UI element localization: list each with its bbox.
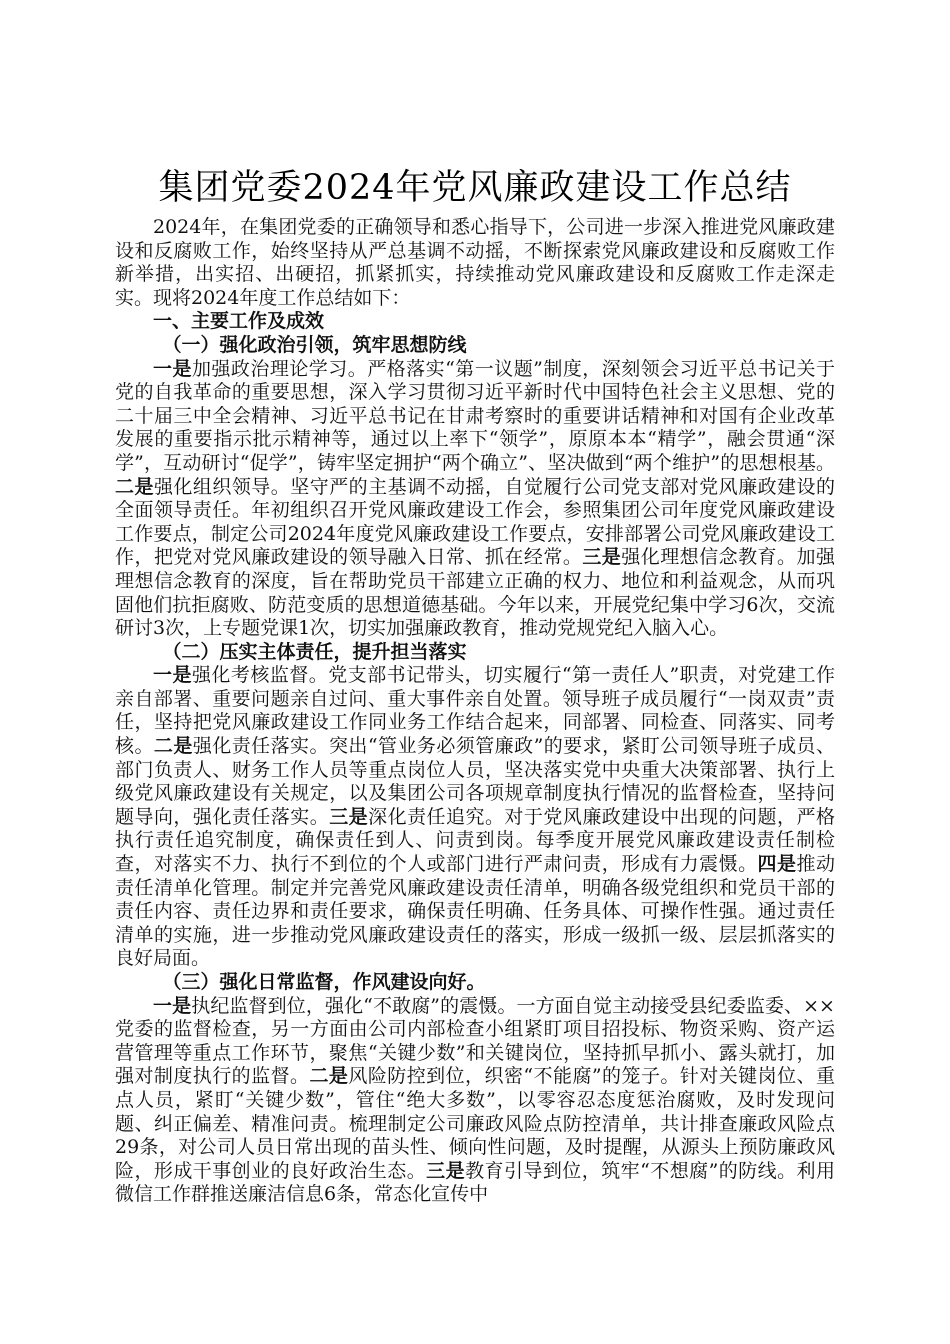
paragraph-text: 深化责任追究。对于党风廉政建设中出现的问题，严格执行责任追究制度，确保责任到人、问责到岗。每季度开展党风廉政建设责任制检查，对落实不力、执行不到位的个人或部门进行严肃问责，形成有力震慑。 <box>115 805 835 876</box>
subsection-heading-daily-supervision: （三）强化日常监督，作风建设向好。 <box>162 971 486 993</box>
lead-marker: 三是 <box>582 546 622 569</box>
document-body <box>115 166 835 1207</box>
lead-marker: 二是 <box>309 1065 349 1088</box>
paragraph-main-responsibility <box>115 664 835 971</box>
lead-marker: 四是 <box>757 853 797 876</box>
paragraph-text: 教育引导到位，筑牢“不想腐”的防线。利用微信工作群推送廉洁信息6条，常态化宣传中 <box>115 1159 835 1206</box>
paragraph-text: 加强政治理论学习。严格落实“第一议题”制度，深刻领会习近平总书记关于党的自我革命的重要思想，深入学习贯彻习近平新时代中国特色社会主义思想、党的二十届三中全会精神、习近平总书记在甘肃考察时的重要讲话精神和对国有企业改革发展的重要指示批示精神等，通过以上率下“领学”，原原本本“精学”，融会贯通“深学”，互动研讨“促学”，铸牢坚定拥护“两个确立”、坚决做到“两个维护”的思想根基。 <box>115 357 835 474</box>
paragraph-daily-supervision <box>115 995 835 1207</box>
paragraph-political-guidance <box>115 358 835 641</box>
paragraph-text: 推动责任清单化管理。制定并完善党风廉政建设责任清单，明确各级党组织和党员干部的责任内容、责任边界和责任要求，确保责任明确、任务具体、可操作性强。通过责任清单的实施，进一步推动党风廉政建设责任的落实，形成一级抓一级、层层抓落实的良好局面。 <box>115 853 835 970</box>
lead-marker: 三是 <box>426 1159 466 1182</box>
lead-marker: 三是 <box>329 805 369 828</box>
intro-paragraph: 2024年，在集团党委的正确领导和悉心指导下，公司进一步深入推进党风廉政建设和反腐败工作，始终坚持从严总基调不动摇，不断探索党风廉政建设和反腐败工作新举措，出实招、出硬招，抓紧抓实，持续推动党风廉政建设和反腐败工作走深走实。现将2024年度工作总结如下： <box>115 216 835 309</box>
paragraph-text: 强化考核监督。党支部书记带头，切实履行“第一责任人”职责，对党建工作亲自部署、重要问题亲自过问、重大事件亲自处置。领导班子成员履行“一岗双责”责任，坚持把党风廉政建设工作同业务工作结合起来，同部署、同检查、同落实、同考核。 <box>115 664 835 758</box>
lead-marker: 二是 <box>115 475 154 498</box>
paragraph-text: 强化组织领导。坚守严的主基调不动摇，自觉履行公司党支部对党风廉政建设的全面领导责任。年初组织召开党风廉政建设工作会，参照集团公司年度党风廉政建设工作要点，制定公司2024年度党风廉政建设工作要点，安排部署公司党风廉政建设工作，把党对党风廉政建设的领导融入日常、抓在经常。 <box>115 475 835 569</box>
lead-marker: 二是 <box>153 735 193 758</box>
subsection-heading-political-guidance: （一）强化政治引领，筑牢思想防线 <box>162 333 467 356</box>
paragraph-text: 执纪监督到位，强化“不敢腐”的震慑。一方面自觉主动接受县纪委监委、××党委的监督检查，另一方面由公司内部检查小组紧盯项目招投标、物资采购、资产运营管理等重点工作环节，聚焦“关键少数”和关键岗位，坚持抓早抓小、露头就打，加强对制度执行的监督。 <box>115 994 835 1088</box>
lead-marker: 一是 <box>153 664 192 687</box>
document-title: 集团党委2024年党风廉政建设工作总结 <box>158 168 792 208</box>
paragraph-text: 风险防控到位，织密“不能腐”的笼子。针对关键岗位、重点人员，紧盯“关键少数”，管住“绝大多数”，以零容忍态度惩治腐败，及时发现问题、纠正偏差、精准问责。梳理制定公司廉政风险点防控清单，共计排查廉政风险点29条，对公司人员日常出现的苗头性、倾向性问题，及时提醒，从源头上预防廉政风险，形成干事创业的良好政治生态。 <box>115 1065 835 1182</box>
paragraph-text: 强化理想信念教育。加强理想信念教育的深度，旨在帮助党员干部建立正确的权力、地位和利益观念，从而巩固他们抗拒腐败、防范变质的思想道德基础。今年以来，开展党纪集中学习6次，交流研讨3次，上专题党课1次，切实加强廉政教育，推动党规党纪入脑入心。 <box>115 546 835 640</box>
paragraph-text: 强化责任落实。突出“管业务必须管廉政”的要求，紧盯公司领导班子成员、部门负责人、财务工作人员等重点岗位人员，坚决落实党中央重大决策部署、执行上级党风廉政建设有关规定，以及集团公司各项规章制度执行情况的监督检查，坚持问题导向，强化责任落实。 <box>115 735 835 828</box>
subsection-heading-main-responsibility: （二）压实主体责任，提升担当落实 <box>162 640 467 663</box>
lead-marker: 一是 <box>153 357 192 380</box>
lead-marker: 一是 <box>153 994 192 1017</box>
section-heading-main-work: 一、主要工作及成效 <box>153 310 325 333</box>
